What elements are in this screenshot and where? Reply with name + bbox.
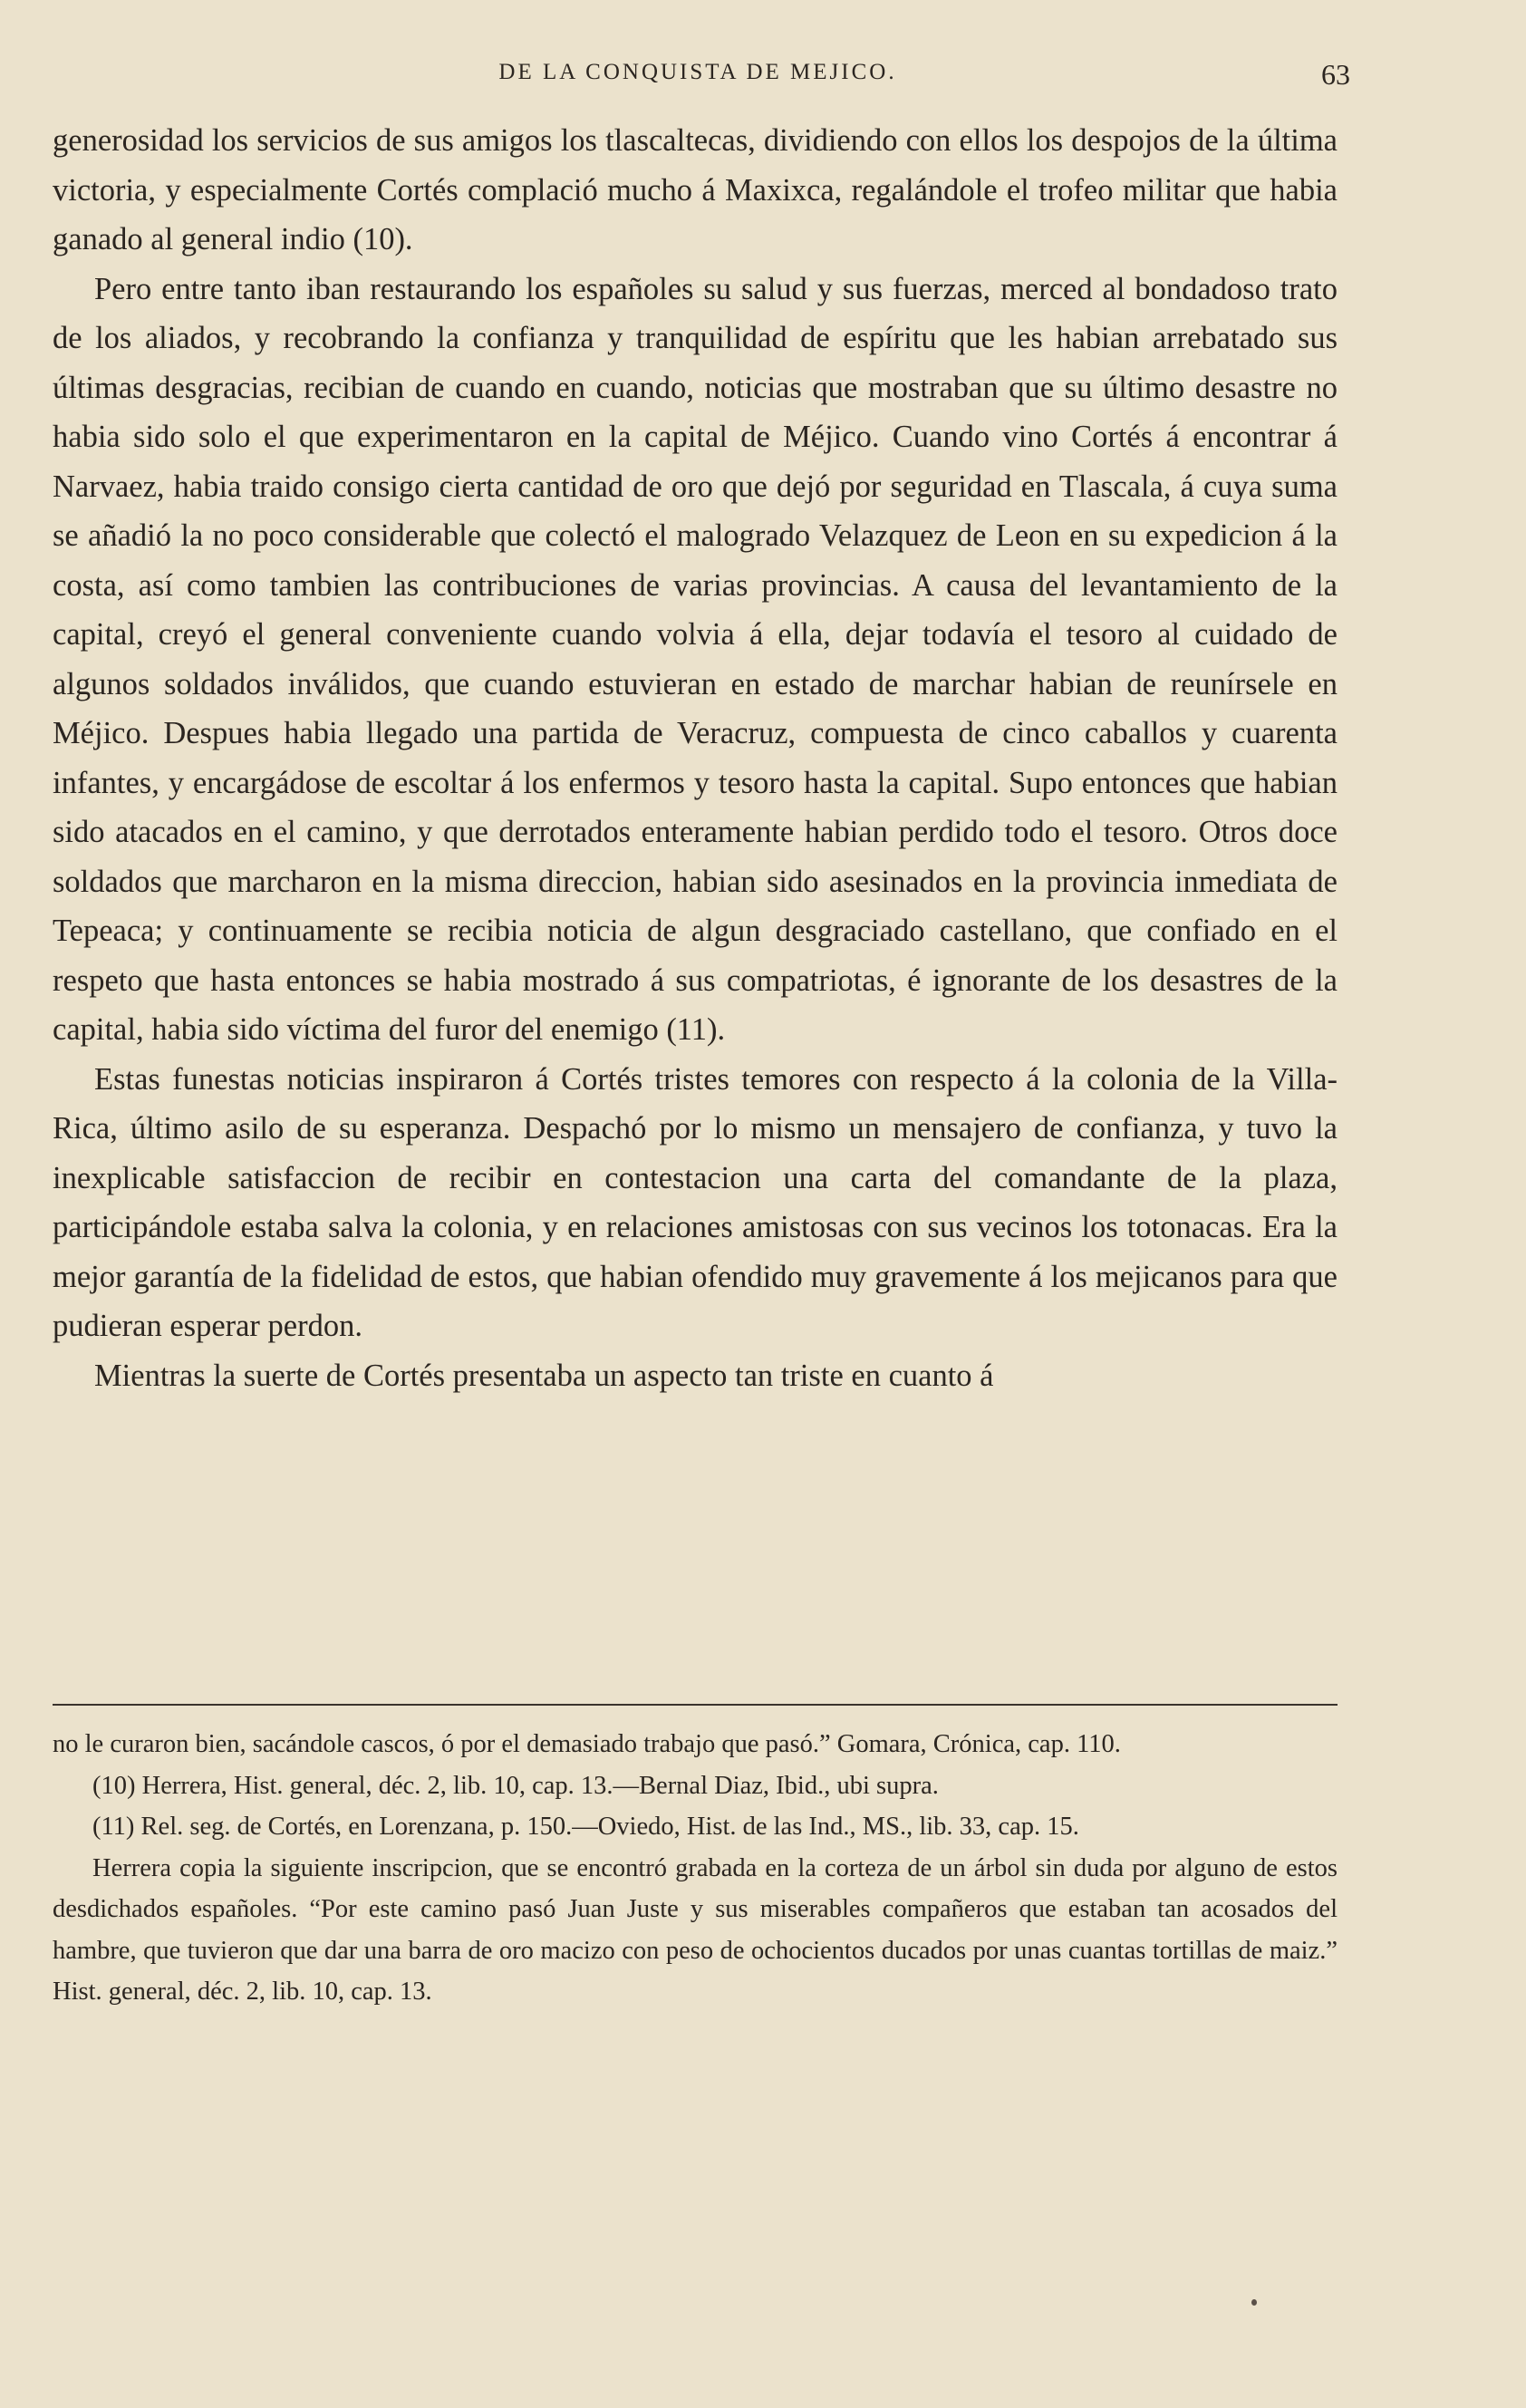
paragraph: Pero entre tanto iban restaurando los españoles su salud y sus fuerzas, merced al bondadoso trato de los aliados, y recobrando la confianza y tranquilidad de espíritu que les habian arrebatado sus últimas desgracias, recibian de cuando en cuando, noticias que mostraban que su último desastre no habia sido solo el que experimentaron en la capital de Méjico. Cuando vino Cortés á encontrar á Narvaez, habia traido consigo cierta cantidad de oro que dejó por seguridad en Tlascala, á cuya suma se añadió la no poco considerable que colectó el malogrado Velazquez de Leon en su expedicion á la costa, así como tambien las contribuciones de varias provincias. A causa del levantamiento de la capital, creyó el general conveniente cuando volvia á ella, dejar todavía el tesoro al cuidado de algunos soldados inválidos, que cuando estuvieran en estado de marchar habian de reunírsele en Méjico. Despues habia llegado una partida de Veracruz, compuesta de cinco caballos y cuarenta infantes, y encargádose de escoltar á los enfermos y tesoro hasta la capital. Supo entonces que habian sido atacados en el camino, y que derrotados enteramente habian perdido todo el tesoro. Otros doce soldados que marcharon en la misma direccion, habian sido asesinados en la provincia inmediata de Tepeaca; y continuamente se recibia noticia de algun desgraciado castellano, que confiado en el respeto que hasta entonces se habia mostrado á sus compatriotas, é ignorante de los desastres de la capital, habia sido víctima del furor del enemigo (11).: [53, 271, 1338, 1047]
running-title: DE LA CONQUISTA DE MEJICO.: [498, 60, 897, 84]
footnote: (11) Rel. seg. de Cortés, en Lorenzana, p. 150.—Oviedo, Hist. de las Ind., MS., lib. 33, cap. 15.: [92, 1813, 1079, 1841]
ink-speck: [1251, 2299, 1257, 2306]
footnote: Herrera copia la siguiente inscripcion, que se encontró grabada en la corteza de un árbol sin duda por alguno de estos desdichados españoles. “Por este camino pasó Juan Juste y sus miserables compañeros que estaban tan acosados del hambre, que tuvieron que dar una barra de oro macizo con peso de ochocientos ducados por unas cuantas tortillas de maiz.” Hist. general, déc. 2, lib. 10, cap. 13.: [53, 1853, 1338, 2006]
page-number: 63: [1321, 58, 1350, 91]
body-text: [53, 116, 1338, 1400]
paragraph: Mientras la suerte de Cortés presentaba un aspecto tan triste en cuanto á: [94, 1358, 994, 1393]
paragraph: Estas funestas noticias inspiraron á Cortés tristes temores con respecto á la colonia de la Villa-Rica, último asilo de su esperanza. Despachó por lo mismo un mensajero de confianza, y tuvo la inexplicable satisfaccion de recibir en contestacion una carta del comandante de la plaza, participándole estaba salva la colonia, y en relaciones amistosas con sus vecinos los totonacas. Era la mejor garantía de la fidelidad de estos, que habian ofendido muy gravemente á los mejicanos para que pudieran esperar perdon.: [53, 1061, 1338, 1343]
paragraph: generosidad los servicios de sus amigos los tlascaltecas, dividiendo con ellos los despojos de la última victoria, y especialmente Cortés complació mucho á Maxixca, regalándole el trofeo militar que habia ganado al general indio (10).: [53, 123, 1338, 256]
footnote-continuation: no le curaron bien, sacándole cascos, ó por el demasiado trabajo que pasó.” Gomara, Crónica, cap. 110.: [53, 1730, 1121, 1758]
footnotes: [53, 1724, 1338, 2013]
footnote-divider: [53, 1704, 1338, 1706]
running-head: [54, 56, 1350, 92]
footnote: (10) Herrera, Hist. general, déc. 2, lib. 10, cap. 13.—Bernal Diaz, Ibid., ubi supra.: [92, 1771, 939, 1800]
